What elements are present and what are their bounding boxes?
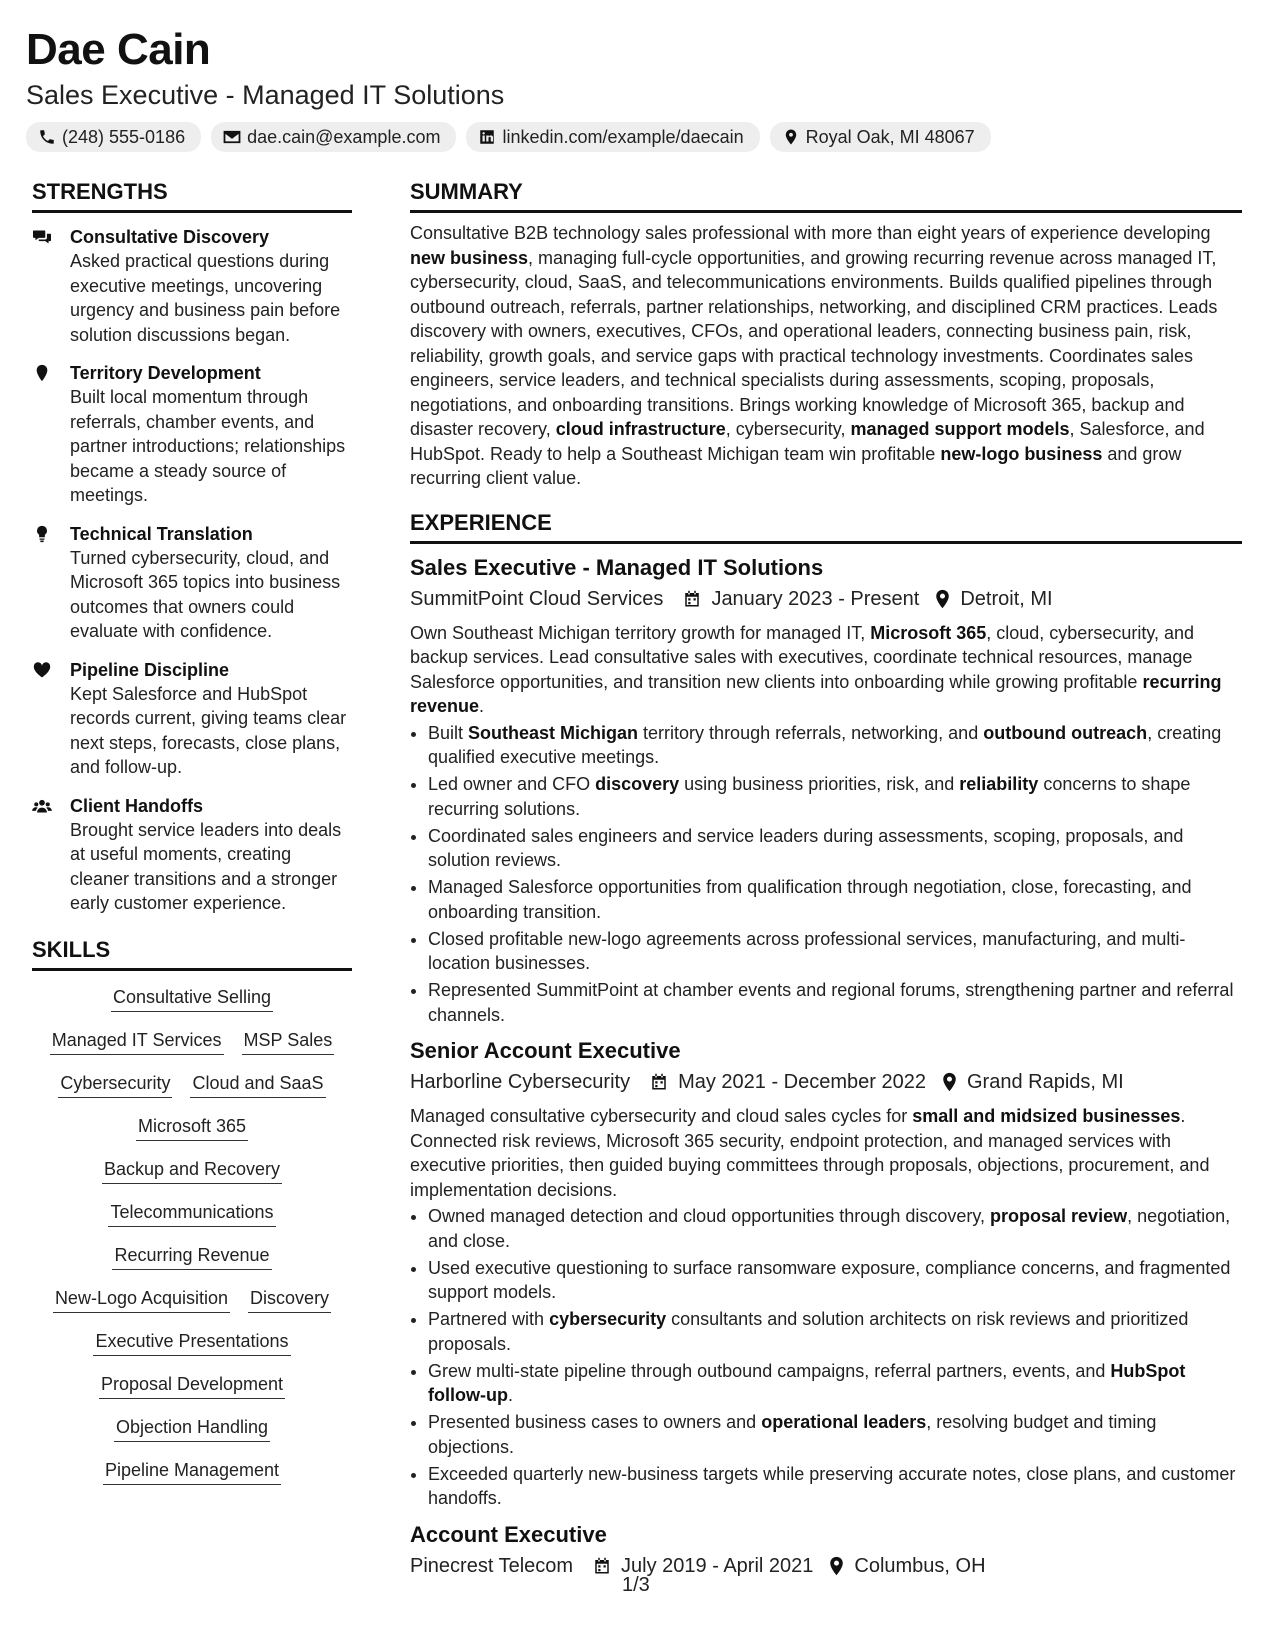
page-number: 1/3 — [622, 1574, 650, 1596]
bullet-item: • Coordinated sales engineers and service leaders during assessments, scoping, proposals, and solution reviews. — [428, 824, 1242, 873]
heart-icon — [32, 661, 52, 679]
job-description: Own Southeast Michigan territory growth for managed IT, Microsoft 365, cloud, cybersecurity, and backup services. Lead consultative sales with executives, coordinate technical resources, manage Salesforce opportunities, and transition new clients into onboarding while growing profitable recurring revenue. — [410, 622, 1222, 716]
skill-tag: Microsoft 365 — [136, 1114, 248, 1141]
candidate-headline: Sales Executive - Managed IT Solutions — [26, 80, 505, 110]
job-dates: January 2023 - Present — [711, 587, 920, 610]
map-marker-icon — [32, 364, 52, 382]
resume-header — [26, 24, 1256, 152]
company-name: Pinecrest Telecom — [410, 1554, 574, 1577]
map-pin-icon — [829, 1556, 844, 1576]
map-pin-icon — [782, 128, 800, 146]
bullet-item: • Used executive questioning to surface ransomware exposure, compliance concerns, and fragmented support models. — [428, 1256, 1242, 1305]
strength-item: Pipeline Discipline Kept Salesforce and HubSpot records current, giving teams clear next steps, forecasts, close plans, and follow-up. — [32, 658, 352, 780]
skill-tag: Pipeline Management — [103, 1458, 281, 1485]
bullet-item: • Closed profitable new-logo agreements across professional services, manufacturing, and multi-location businesses. — [428, 927, 1242, 976]
contact-linkedin[interactable]: linkedin.com/example/daecain — [466, 122, 759, 152]
comments-icon — [32, 228, 52, 246]
skill-tag: MSP Sales — [242, 1028, 335, 1055]
bullet-item: • Represented SummitPoint at chamber events and regional forums, strengthening partner and referral channels. — [428, 978, 1242, 1027]
bullet-item: • Managed Salesforce opportunities from qualification through negotiation, close, forecasting, and onboarding transition. — [428, 875, 1242, 924]
job-title: Sales Executive - Managed IT Solutions — [410, 554, 824, 580]
skill-tag: Objection Handling — [114, 1415, 270, 1442]
map-pin-icon — [942, 1072, 957, 1092]
envelope-icon — [223, 128, 241, 146]
job-bullets — [410, 721, 1242, 1028]
skills-heading: SKILLS — [32, 936, 352, 971]
calendar-icon — [683, 590, 701, 608]
contact-bar — [26, 122, 1256, 152]
candidate-name: Dae Cain — [26, 25, 211, 74]
bullet-item: • Exceeded quarterly new-business targets while preserving accurate notes, close plans, and customer handoffs. — [428, 1462, 1242, 1511]
lightbulb-icon — [32, 525, 52, 543]
skill-tag: Consultative Selling — [111, 985, 273, 1012]
skill-tag: New-Logo Acquisition — [53, 1286, 230, 1313]
experience-heading: EXPERIENCE — [410, 509, 1242, 544]
job-location: Columbus, OH — [854, 1554, 986, 1577]
bullet-item: • Partnered with cybersecurity consultants and solution architects on risk reviews and prioritized proposals. — [428, 1307, 1242, 1356]
strength-item: Client Handoffs Brought service leaders into deals at useful moments, creating cleaner transitions and a stronger early customer experience. — [32, 794, 352, 916]
contact-phone[interactable]: (248) 555-0186 — [26, 122, 201, 152]
company-name: SummitPoint Cloud Services — [410, 587, 664, 610]
job-dates: May 2021 - December 2022 — [678, 1071, 926, 1093]
job-meta — [410, 585, 1242, 613]
bullet-item: • Built Southeast Michigan territory through referrals, networking, and outbound outreach, creating qualified executive meetings. — [428, 721, 1242, 770]
skill-tag: Proposal Development — [99, 1372, 285, 1399]
job-entry — [410, 1037, 1242, 1511]
bullet-item: • Presented business cases to owners and operational leaders, resolving budget and timing objections. — [428, 1410, 1242, 1459]
skill-tag: Recurring Revenue — [112, 1243, 271, 1270]
job-bullets — [410, 1204, 1242, 1511]
skill-tag: Telecommunications — [108, 1200, 275, 1227]
job-title: Account Executive — [410, 1521, 607, 1547]
skill-tag: Cybersecurity — [58, 1071, 172, 1098]
job-entry — [410, 554, 1242, 1028]
strength-item: Technical Translation Turned cybersecurity, cloud, and Microsoft 365 topics into business outcomes that owners could evaluate with confidence. — [32, 522, 352, 644]
left-column — [32, 178, 352, 1501]
strength-item: Territory Development Built local momentum through referrals, chamber events, and partner introductions; relationships became a steady source of meetings. — [32, 361, 352, 508]
job-dates: July 2019 - April 2021 — [621, 1554, 814, 1577]
strength-item: Consultative Discovery Asked practical questions during executive meetings, uncovering urgency and business pain before solution discussions began. — [32, 225, 352, 347]
calendar-icon — [593, 1557, 611, 1575]
bullet-item: • Grew multi-state pipeline through outbound campaigns, referral partners, events, and HubSpot follow-up. — [428, 1359, 1242, 1408]
summary-heading: SUMMARY — [410, 178, 1242, 213]
job-description: Managed consultative cybersecurity and cloud sales cycles for small and midsized businesses. Connected risk reviews, Microsoft 365 security, endpoint protection, and managed services with executive priorities, then guided buying committees through proposals, objections, procurement, and implementation decisions. — [410, 1106, 1210, 1200]
users-icon — [32, 797, 52, 815]
skill-tag: Discovery — [248, 1286, 331, 1313]
skill-tag: Managed IT Services — [50, 1028, 224, 1055]
skill-tag: Cloud and SaaS — [190, 1071, 325, 1098]
phone-icon — [38, 128, 56, 146]
calendar-icon — [650, 1073, 668, 1091]
linkedin-icon — [478, 128, 496, 146]
contact-location: Royal Oak, MI 48067 — [770, 122, 991, 152]
strengths-heading: STRENGTHS — [32, 178, 352, 213]
job-location: Grand Rapids, MI — [967, 1071, 1124, 1093]
skill-tag: Executive Presentations — [93, 1329, 290, 1356]
map-pin-icon — [935, 589, 950, 609]
skill-tag: Backup and Recovery — [102, 1157, 282, 1184]
bullet-item: • Owned managed detection and cloud opportunities through discovery, proposal review, negotiation, and close. — [428, 1204, 1242, 1253]
right-column — [410, 178, 1242, 1580]
job-entry — [410, 1521, 1242, 1580]
skills-list — [32, 985, 352, 1485]
job-meta — [410, 1068, 1242, 1096]
contact-email[interactable]: dae.cain@example.com — [211, 122, 456, 152]
bullet-item: • Led owner and CFO discovery using business priorities, risk, and reliability concerns to shape recurring solutions. — [428, 772, 1242, 821]
job-title: Senior Account Executive — [410, 1038, 681, 1063]
job-meta — [410, 1552, 1242, 1580]
strengths-list — [32, 225, 352, 916]
company-name: Harborline Cybersecurity — [410, 1071, 631, 1093]
job-location: Detroit, MI — [960, 587, 1053, 610]
summary-text: Consultative B2B technology sales professional with more than eight years of experience developing new business, managing full-cycle opportunities, and growing recurring revenue across managed IT, cybersecurity, cloud, SaaS, and telecommunications environments. Builds qualified pipelines through outbound outreach, referrals, partner relationships, networking, and disciplined CRM practices. Leads discovery with owners, executives, CFOs, and operational leaders, connecting business pain, risk, reliability, growth goals, and service gaps with practical technology investments. Coordinates sales engineers, service leaders, and technical specialists during assessments, scoping, proposals, negotiations, and onboarding transitions. Brings working knowledge of Microsoft 365, backup and disaster recovery, cloud infrastructure, cybersecurity, managed support models, Salesforce, and HubSpot. Ready to help a Southeast Michigan team win profitable new-logo business and grow recurring client value. — [410, 223, 1218, 488]
